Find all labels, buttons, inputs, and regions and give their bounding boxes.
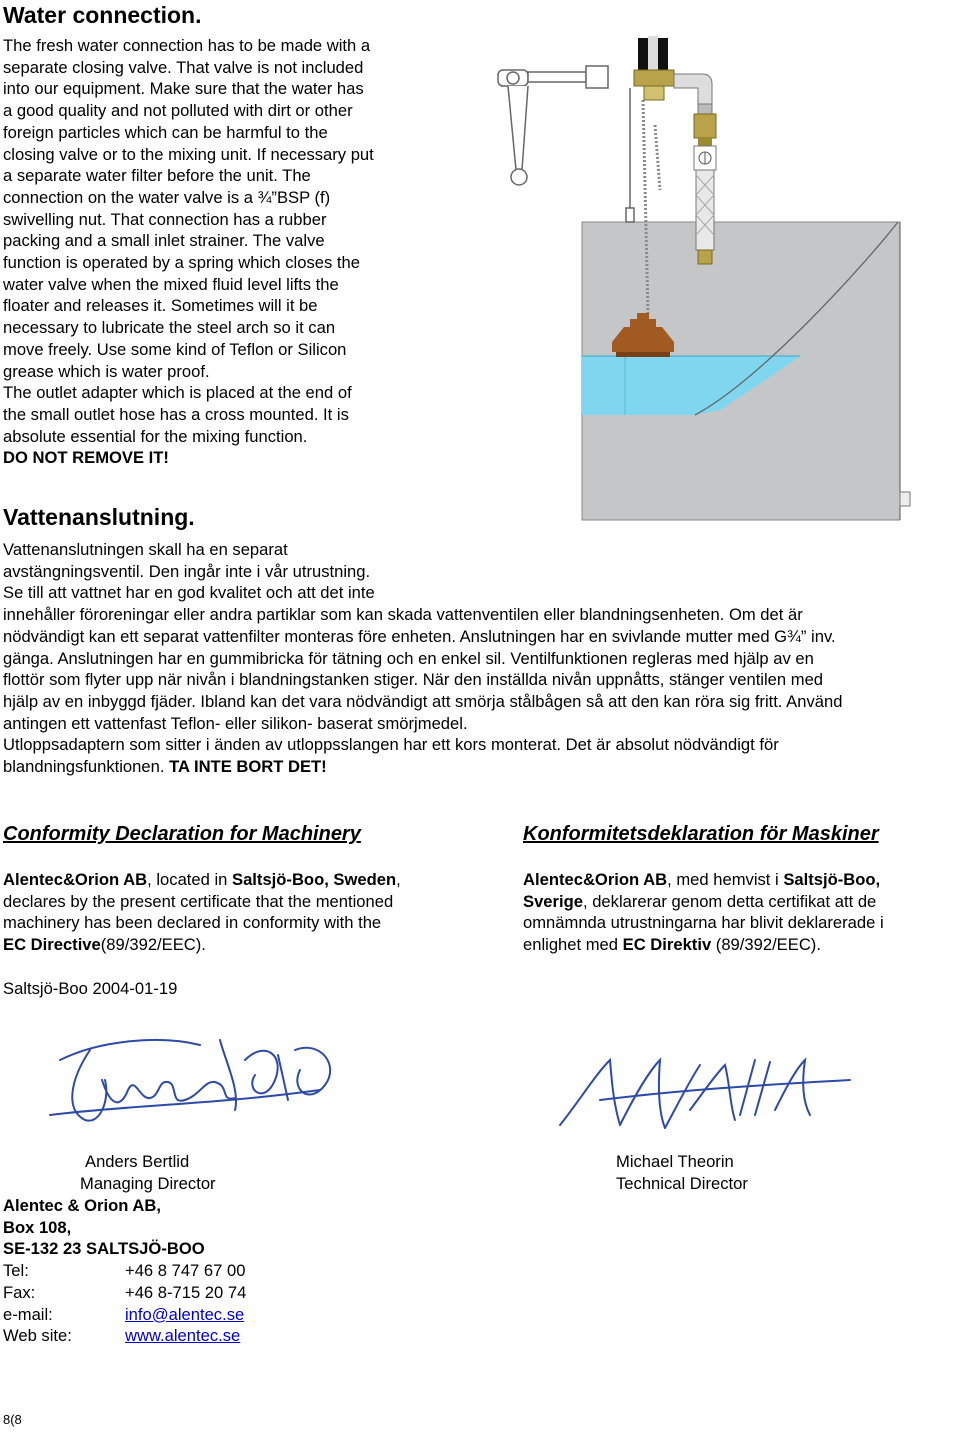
contact-row-fax — [3, 1282, 323, 1304]
text-line: into our equipment. Make sure that the water has — [3, 79, 364, 99]
text-line: machinery has been declared in conformity with the — [3, 913, 382, 933]
text-line: flottör som flyter upp när nivån i blandningstanken stiger. När den inställda nivån uppnåtts, stänger ventilen med — [3, 670, 824, 690]
text-line: necessary to lubricate the steel arch so it can — [3, 318, 336, 338]
contact-label: Tel: — [3, 1261, 29, 1281]
text-line — [3, 756, 958, 778]
contact-row-web — [3, 1325, 323, 1347]
contact-company: Alentec & Orion AB, — [3, 1196, 161, 1215]
text-line: gänga. Anslutningen har en gummibricka för tätning och en enkel sil. Ventilfunktionen regleras med hjälp av en — [3, 648, 814, 668]
text-line: nödvändigt kan ett separat vattenfilter monteras före enheten. Anslutningen har en svivlande mutter med G¾” inv. — [3, 626, 836, 646]
contact-label: Fax: — [3, 1282, 36, 1302]
text-line — [523, 891, 953, 913]
text-line: Vattenanslutningen skall ha en separat — [3, 540, 288, 559]
text-fragment: , med hemvist i — [667, 870, 784, 889]
text-line: antingen ett vattenfast Teflon- eller silikon- baserat smörjmedel. — [3, 713, 468, 733]
text-line: The fresh water connection has to be made with a — [3, 36, 371, 55]
contact-label: Web site: — [3, 1326, 72, 1346]
signatory-role-2: Technical Director — [616, 1174, 748, 1193]
text-line: The outlet adapter which is placed at the end of — [3, 383, 352, 403]
text-line: Se till att vattnet har en god kvalitet och att det inte — [3, 583, 375, 603]
text-line: innehåller föroreningar eller andra partiklar som kan skada vattenventilen eller blandningsenheten. Om det är — [3, 605, 803, 625]
contact-postal: SE-132 23 SALTSJÖ-BOO — [3, 1239, 205, 1259]
text-fragment: blandningsfunktionen. — [3, 757, 170, 777]
water-connection-title: Water connection. — [3, 2, 202, 28]
directive-ref: (89/392/EEC). — [711, 935, 821, 955]
text-line: the small outlet hose has a cross mounted. It is — [3, 404, 349, 424]
text-line: avstängningsventil. Den ingår inte i vår utrustning. — [3, 561, 371, 581]
text-line: water valve when the mixed fluid level lifts the — [3, 274, 339, 294]
text-line: move freely. Use some kind of Teflon or Silicon — [3, 339, 347, 359]
conformity-title-sv: Konformitetsdeklaration för Maskiner — [523, 823, 879, 845]
page-number: 8(8 — [3, 1412, 22, 1427]
contact-row-tel — [3, 1260, 323, 1282]
directive-name: EC Direktiv — [622, 935, 712, 955]
text-line: grease which is water proof. — [3, 361, 210, 381]
float-lever — [498, 66, 634, 222]
website-link[interactable]: www.alentec.se — [125, 1326, 241, 1346]
contact-value: +46 8-715 20 74 — [125, 1282, 247, 1302]
vattenanslutning-text — [3, 539, 958, 778]
text-line: function is operated by a spring which closes the — [3, 253, 360, 273]
signature-anders-bertlid — [40, 1020, 350, 1130]
conformity-text-sv — [523, 869, 953, 956]
text-line — [3, 869, 473, 891]
directive-name: EC Directive — [3, 935, 101, 955]
text-fragment: , located in — [147, 870, 233, 889]
signatory-role-1: Managing Director — [80, 1174, 216, 1193]
contact-label: e-mail: — [3, 1304, 53, 1324]
text-line: closing valve or to the mixing unit. If necessary put — [3, 144, 374, 164]
signature-michael-theorin — [540, 1040, 870, 1140]
tank-valve-illustration — [490, 30, 930, 525]
contact-row-email — [3, 1304, 323, 1326]
conformity-title-en: Conformity Declaration for Machinery — [3, 823, 361, 845]
signatory-name-2: Michael Theorin — [616, 1152, 734, 1171]
contact-box: Box 108, — [3, 1217, 72, 1237]
text-line: a separate water filter before the unit. The — [3, 166, 311, 186]
text-line: swivelling nut. That connection has a rubber — [3, 209, 327, 229]
text-line: floater and releases it. Sometimes will it be — [3, 296, 318, 316]
text-line: separate closing valve. That valve is not included — [3, 57, 364, 77]
place-date: Saltsjö-Boo 2004-01-19 — [3, 979, 178, 998]
text-fragment: , deklarerar genom detta certifikat att de — [582, 891, 877, 911]
country: Sverige — [523, 891, 583, 911]
text-line — [523, 869, 953, 891]
text-fragment: enlighet med — [523, 935, 623, 955]
text-line: foreign particles which can be harmful to the — [3, 122, 328, 142]
directive-ref: (89/392/EEC). — [100, 935, 206, 955]
text-line: connection on the water valve is a ¾”BSP (f) — [3, 187, 331, 207]
conformity-text-en — [3, 869, 473, 956]
email-link[interactable]: info@alentec.se — [125, 1304, 245, 1324]
text-line — [3, 934, 473, 956]
text-line: declares by the present certificate that the mentioned — [3, 891, 394, 911]
vattenanslutning-title: Vattenanslutning. — [3, 504, 195, 530]
contact-block — [3, 1195, 323, 1347]
location: Saltsjö-Boo, Sweden — [232, 870, 397, 889]
water-warning: DO NOT REMOVE IT! — [3, 448, 169, 468]
contact-value: +46 8 747 67 00 — [125, 1261, 246, 1281]
company-name: Alentec&Orion AB — [3, 870, 148, 889]
text-line: a good quality and not polluted with dirt or other — [3, 101, 353, 121]
text-fragment: , — [396, 870, 401, 889]
text-line: packing and a small inlet strainer. The valve — [3, 231, 325, 251]
text-line: hjälp av en inbyggd fjäder. Ibland kan det vara nödvändigt att smörja stålbågen så att den kan röra sig fritt. Använd — [3, 691, 843, 711]
signatory-name-1: Anders Bertlid — [85, 1152, 190, 1171]
text-line — [523, 934, 953, 956]
company-name: Alentec&Orion AB — [523, 870, 668, 889]
vatten-warning: TA INTE BORT DET! — [169, 757, 327, 777]
location: Saltsjö-Boo, — [783, 870, 881, 889]
text-line: omnämnda utrustningarna har blivit deklarerade i — [523, 913, 884, 933]
water-connection-text — [3, 35, 463, 469]
text-line: absolute essential for the mixing function. — [3, 426, 308, 446]
text-line: Utloppsadaptern som sitter i änden av utloppsslangen har ett kors monterat. Det är absolut nödvändigt för — [3, 735, 779, 755]
